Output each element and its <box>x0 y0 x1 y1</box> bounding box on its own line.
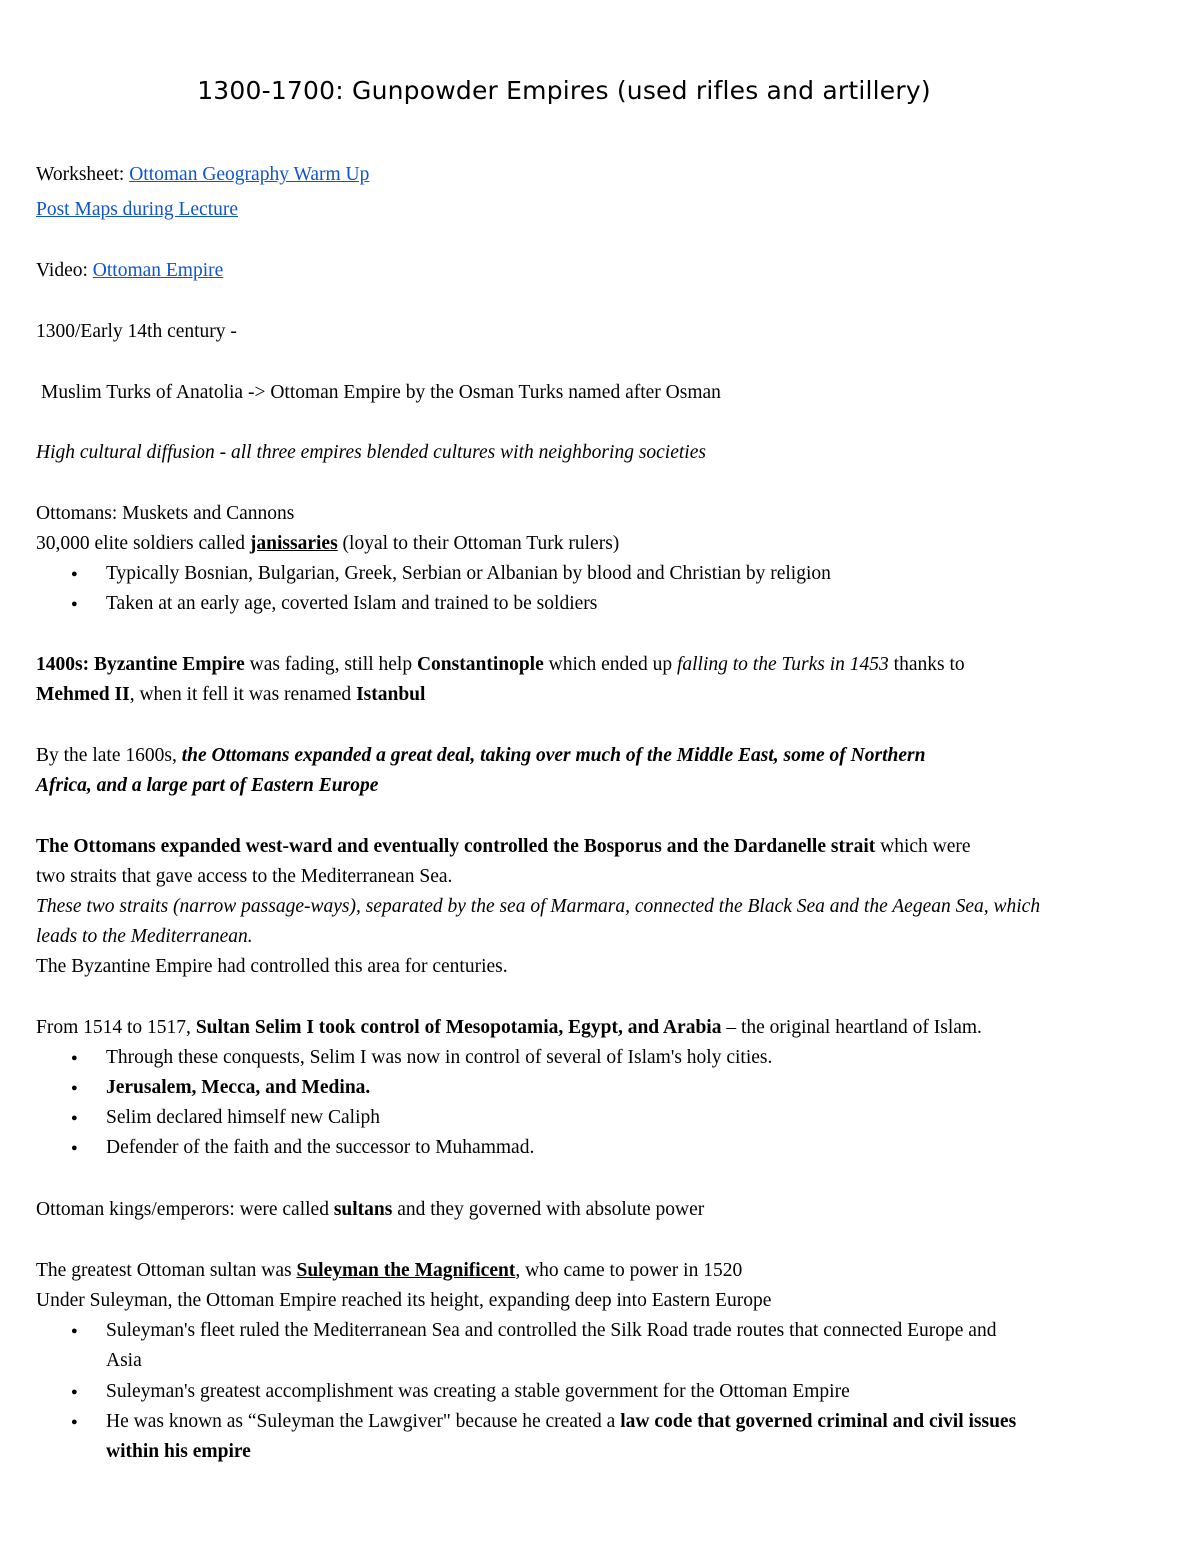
straits-line-1 <box>36 832 971 862</box>
byzantine-heading: 1400s: Byzantine Empire <box>36 654 245 675</box>
constantinople: Constantinople <box>416 654 544 675</box>
list-item: ● Taken at an early age, coverted Islam and trained to be soldiers <box>106 589 597 619</box>
list-item: ● Selim declared himself new Caliph <box>106 1103 380 1133</box>
list-item <box>106 1407 1016 1437</box>
late1600s-line-1 <box>36 741 925 771</box>
selim-text: – the original heartland of Islam. <box>721 1017 982 1038</box>
byzantine-text: , when it fell it was renamed <box>129 684 357 705</box>
muslim-turks-line: Muslim Turks of Anatolia -> Ottoman Empire by the Osman Turks named after Osman <box>41 382 721 403</box>
straits-line-2: two straits that gave access to the Mediterranean Sea. <box>36 866 453 887</box>
suleyman-text: , who came to power in 1520 <box>515 1260 743 1281</box>
byzantine-controlled-line: The Byzantine Empire had controlled this area for centuries. <box>36 956 508 977</box>
kings-text: and they governed with absolute power <box>392 1199 705 1220</box>
century-line: 1300/Early 14th century - <box>36 321 237 342</box>
byzantine-text: which ended up <box>543 654 677 675</box>
mehmed: Mehmed II <box>36 684 130 705</box>
selim-line <box>36 1013 982 1043</box>
suleyman-height-line: Under Suleyman, the Ottoman Empire reached its height, expanding deep into Eastern Europe <box>36 1290 772 1311</box>
worksheet-label: Worksheet: <box>36 164 125 185</box>
byzantine-text: thanks to <box>888 654 965 675</box>
list-item-continuation: within his empire <box>106 1441 251 1462</box>
video-label: Video: <box>36 260 88 281</box>
worksheet-line <box>36 160 369 190</box>
istanbul: Istanbul <box>356 684 426 705</box>
suleyman-name: Suleyman the Magnificent <box>296 1260 516 1281</box>
janissaries-pre: 30,000 elite soldiers called <box>36 533 250 554</box>
suleyman-line <box>36 1256 742 1286</box>
worksheet-link[interactable]: Ottoman Geography Warm Up <box>129 164 370 185</box>
janissaries-post: (loyal to their Ottoman Turk rulers) <box>337 533 620 554</box>
post-maps-line <box>36 195 238 225</box>
late1600s-line-2: Africa, and a large part of Eastern Europe <box>36 775 379 796</box>
lawgiver-text: He was known as “Suleyman the Lawgiver" because he created a <box>106 1411 621 1432</box>
list-item: ● Suleyman's fleet ruled the Mediterranean Sea and controlled the Silk Road trade routes that connected Europe and <box>106 1316 996 1346</box>
ottomans-weapons-line: Ottomans: Muskets and Cannons <box>36 503 295 524</box>
kings-line <box>36 1195 704 1225</box>
byzantine-line-2 <box>36 680 425 710</box>
janissaries-line <box>36 529 619 559</box>
list-item-continuation: Asia <box>106 1350 142 1371</box>
list-item: ● Jerusalem, Mecca, and Medina. <box>106 1073 370 1103</box>
selim-bold: Sultan Selim I took control of Mesopotamia, Egypt, and Arabia <box>195 1017 722 1038</box>
straits-italic-1: These two straits (narrow passage-ways), separated by the sea of Marmara, connected the Black Sea and the Aegean Sea, which <box>36 896 1041 917</box>
kings-text: Ottoman kings/emperors: were called <box>36 1199 334 1220</box>
list-item: ● Typically Bosnian, Bulgarian, Greek, Serbian or Albanian by blood and Christian by religion <box>106 559 831 589</box>
byzantine-text: was fading, still help <box>244 654 417 675</box>
janissaries-term: janissaries <box>249 533 338 554</box>
late1600s-text: By the late 1600s, <box>36 745 182 766</box>
diffusion-line: High cultural diffusion - all three empires blended cultures with neighboring societies <box>36 442 706 463</box>
video-link[interactable]: Ottoman Empire <box>92 260 224 281</box>
selim-text: From 1514 to 1517, <box>36 1017 196 1038</box>
late1600s-emph: the Ottomans expanded a great deal, taking over much of the Middle East, some of Northern <box>181 745 926 766</box>
list-item: ● Defender of the faith and the successor to Muhammad. <box>106 1133 534 1163</box>
straits-italic-2: leads to the Mediterranean. <box>36 926 253 947</box>
page-title: 1300-1700: Gunpowder Empires (used rifles and artillery) <box>197 76 931 105</box>
list-item: ● Suleyman's greatest accomplishment was creating a stable government for the Ottoman Empire <box>106 1377 850 1407</box>
suleyman-text: The greatest Ottoman sultan was <box>36 1260 297 1281</box>
straits-text: which were <box>875 836 971 857</box>
falling-text: falling to the Turks in 1453 <box>676 654 889 675</box>
straits-bold: The Ottomans expanded west-ward and eventually controlled the Bosporus and the Dardanelle strait <box>36 836 876 857</box>
sultans-term: sultans <box>333 1199 393 1220</box>
byzantine-line-1 <box>36 650 965 680</box>
list-item: ● Through these conquests, Selim I was now in control of several of Islam's holy cities. <box>106 1043 772 1073</box>
post-maps-link[interactable]: Post Maps during Lecture <box>36 199 239 220</box>
law-code-text: law code that governed criminal and civil issues <box>620 1411 1017 1432</box>
video-line <box>36 256 223 286</box>
